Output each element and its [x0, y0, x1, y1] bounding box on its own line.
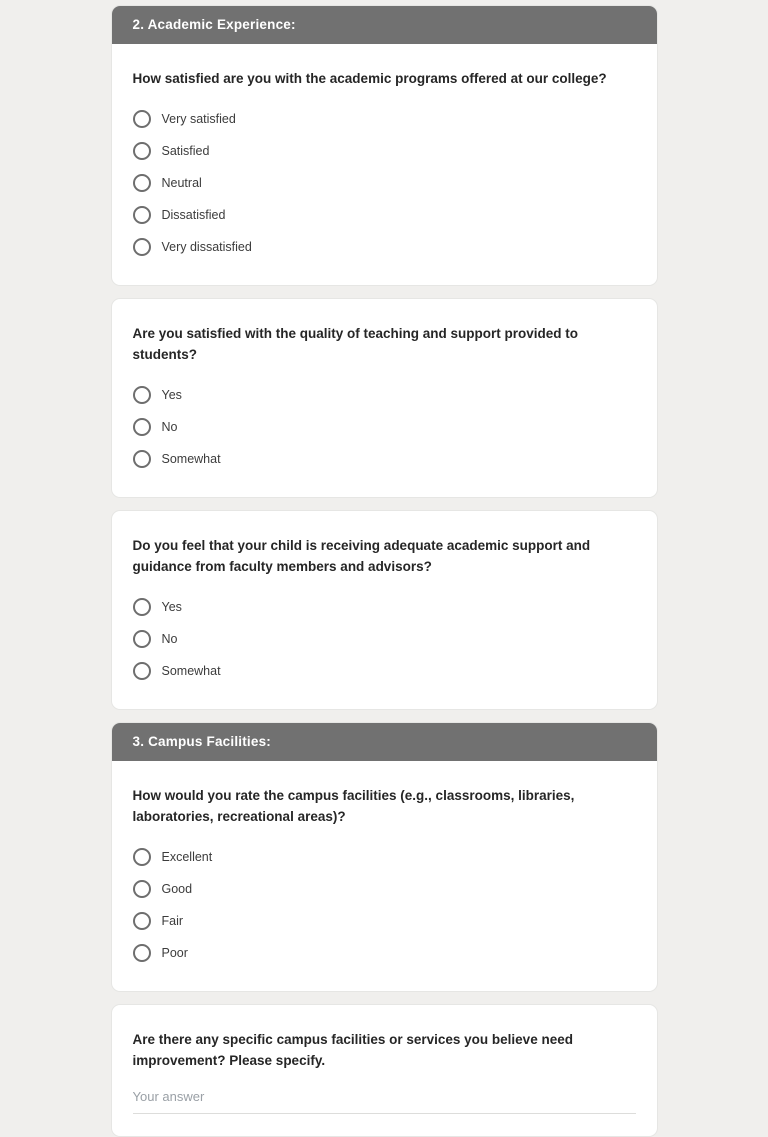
radio-option-label: Fair: [161, 914, 184, 928]
radio-button-icon[interactable]: [133, 174, 151, 192]
radio-option[interactable]: [133, 623, 636, 655]
radio-button-icon[interactable]: [133, 110, 151, 128]
radio-option-label: Dissatisfied: [161, 208, 226, 222]
question-card: [111, 5, 658, 286]
options-list: [133, 103, 636, 263]
radio-button-icon[interactable]: [133, 386, 151, 404]
card-body: [112, 44, 657, 285]
radio-option-label: Good: [161, 882, 193, 896]
radio-option[interactable]: [133, 443, 636, 475]
card-body: [112, 299, 657, 497]
radio-option[interactable]: [133, 167, 636, 199]
radio-option-label: No: [161, 420, 178, 434]
form-column: [111, 0, 658, 1137]
radio-button-icon[interactable]: [133, 848, 151, 866]
radio-button-icon[interactable]: [133, 880, 151, 898]
question-card: [111, 722, 658, 992]
radio-button-icon[interactable]: [133, 598, 151, 616]
answer-input[interactable]: [133, 1085, 636, 1114]
radio-option-label: Excellent: [161, 850, 213, 864]
radio-option-label: Very dissatisfied: [161, 240, 252, 254]
question-text: Do you feel that your child is receiving adequate academic support and guidance from faculty members and advisors?: [132, 538, 591, 574]
question-card: [111, 1004, 658, 1137]
radio-option-label: Somewhat: [161, 664, 221, 678]
radio-option-label: Somewhat: [161, 452, 221, 466]
radio-button-icon[interactable]: [133, 944, 151, 962]
radio-option[interactable]: [133, 655, 636, 687]
radio-option-label: No: [161, 632, 178, 646]
card-body: [112, 511, 657, 709]
radio-option[interactable]: [133, 199, 636, 231]
card-body: [112, 761, 657, 991]
options-list: [133, 379, 636, 475]
question-text: Are there any specific campus facilities or services you believe need improvement? Please specify.: [132, 1032, 573, 1068]
radio-option[interactable]: [133, 379, 636, 411]
radio-option-label: Yes: [161, 600, 182, 614]
radio-option[interactable]: [133, 873, 636, 905]
radio-button-icon[interactable]: [133, 912, 151, 930]
section-header-campus-facilities: 3. Campus Facilities:: [112, 723, 657, 761]
radio-button-icon[interactable]: [133, 206, 151, 224]
radio-button-icon[interactable]: [133, 238, 151, 256]
question-text: Are you satisfied with the quality of teaching and support provided to students?: [132, 326, 579, 362]
radio-button-icon[interactable]: [133, 450, 151, 468]
radio-option[interactable]: [133, 937, 636, 969]
radio-button-icon[interactable]: [133, 142, 151, 160]
radio-button-icon[interactable]: [133, 630, 151, 648]
radio-option-label: Very satisfied: [161, 112, 236, 126]
radio-option[interactable]: [133, 231, 636, 263]
radio-option-label: Yes: [161, 388, 182, 402]
radio-button-icon[interactable]: [133, 662, 151, 680]
section-header-academic-experience: 2. Academic Experience:: [112, 6, 657, 44]
radio-option-label: Poor: [161, 946, 188, 960]
radio-option-label: Satisfied: [161, 144, 210, 158]
options-list: [133, 591, 636, 687]
options-list: [133, 841, 636, 969]
radio-option[interactable]: [133, 841, 636, 873]
radio-option[interactable]: [133, 411, 636, 443]
radio-option-label: Neutral: [161, 176, 202, 190]
radio-button-icon[interactable]: [133, 418, 151, 436]
radio-option[interactable]: [133, 135, 636, 167]
radio-option[interactable]: [133, 905, 636, 937]
radio-option[interactable]: [133, 103, 636, 135]
question-card: [111, 510, 658, 710]
question-text: How would you rate the campus facilities (e.g., classrooms, libraries, laboratories, recreational areas)?: [132, 788, 575, 824]
card-body: [112, 1005, 657, 1136]
question-card: [111, 298, 658, 498]
radio-option[interactable]: [133, 591, 636, 623]
question-text: How satisfied are you with the academic programs offered at our college?: [132, 71, 607, 86]
